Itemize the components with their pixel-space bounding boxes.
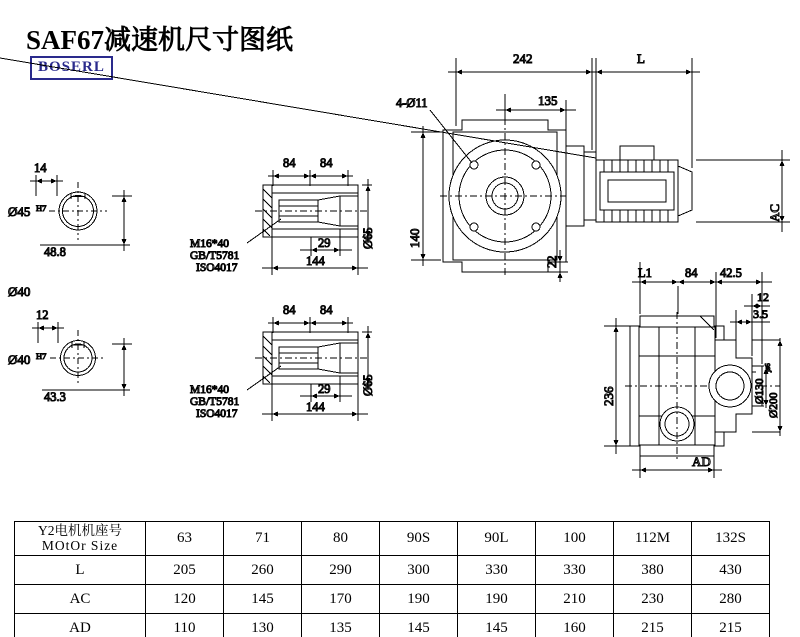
table-cell: 330 xyxy=(458,556,536,585)
standard-label-top-2: ISO4017 xyxy=(196,262,238,274)
table-cell: 110 xyxy=(146,614,224,637)
dim-label-dia130-sub: js6 xyxy=(763,363,772,372)
dim-label-shaft-dia-bottom-sup: H7 xyxy=(36,351,47,361)
table-cell: 280 xyxy=(692,585,770,614)
table-cell: 170 xyxy=(302,585,380,614)
dim-label-135: 135 xyxy=(538,93,558,108)
dim-label-84b-top: 84 xyxy=(320,156,333,170)
dim-label-12: 12 xyxy=(757,290,769,304)
table-col-header: 71 xyxy=(224,522,302,556)
dim-label-height-top: 48.8 xyxy=(44,245,66,259)
table-cell: 160 xyxy=(536,614,614,637)
thread-label-top: M16*40 xyxy=(190,238,229,250)
table-row-label: L xyxy=(15,556,146,585)
table-cell: 145 xyxy=(458,614,536,637)
table-cell: 145 xyxy=(380,614,458,637)
table-cell: 145 xyxy=(224,585,302,614)
table-row xyxy=(15,556,770,585)
dim-label-holes: 4-Ø11 xyxy=(396,96,428,110)
dim-label-140: 140 xyxy=(407,228,422,248)
dim-label-dia65-bottom: Ø65 xyxy=(361,374,375,396)
dim-label-22: 22 xyxy=(545,255,559,268)
standard-label-top-1: GB/T5781 xyxy=(190,250,240,262)
table-cell: 230 xyxy=(614,585,692,614)
table-col-header: 100 xyxy=(536,522,614,556)
dim-label-3-5: 3.5 xyxy=(753,307,768,321)
page-title: SAF67减速机尺寸图纸 xyxy=(26,25,294,55)
dim-label-dia130: Ø130 xyxy=(754,378,766,404)
table-cell: 290 xyxy=(302,556,380,585)
dim-label-AC: AC xyxy=(767,203,782,222)
dim-label-keyway-bottom: 12 xyxy=(36,308,49,322)
left-bottom-shaft-section xyxy=(32,322,132,396)
dim-label-144-bottom: 144 xyxy=(306,400,325,414)
dim-label-shaft-dia-top: Ø45 xyxy=(8,204,31,219)
dim-label-236: 236 xyxy=(601,386,616,406)
table-col-header: 90L xyxy=(458,522,536,556)
dim-label-84b-bottom: 84 xyxy=(320,303,333,317)
table-cell: 210 xyxy=(536,585,614,614)
dim-label-dia200: Ø200 xyxy=(768,392,780,418)
dim-label-84a-top: 84 xyxy=(283,156,296,170)
table-cell: 130 xyxy=(224,614,302,637)
dim-label-84-bottom-view: 84 xyxy=(685,266,698,280)
dim-label-29-bottom: 29 xyxy=(318,382,331,396)
dim-label-AD: AD xyxy=(692,454,711,469)
thread-label-bottom: M16*40 xyxy=(190,384,229,396)
table-row-label: AD xyxy=(15,614,146,637)
brand-logo: BOSERL xyxy=(30,56,113,80)
table-cell: 260 xyxy=(224,556,302,585)
table-col-header: 63 xyxy=(146,522,224,556)
dim-label-29-top: 29 xyxy=(318,236,331,250)
table-col-header: 90S xyxy=(380,522,458,556)
table-cell: 120 xyxy=(146,585,224,614)
dim-label-keyway-top: 14 xyxy=(34,161,47,175)
table-cell: 190 xyxy=(458,585,536,614)
note-dia-40: Ø40 xyxy=(8,284,31,299)
table-col-header: 80 xyxy=(302,522,380,556)
dim-label-L1: L1 xyxy=(638,266,652,280)
dim-label-dia65-top: Ø65 xyxy=(361,227,375,249)
table-cell: 215 xyxy=(614,614,692,637)
dim-label-shaft-dia-bottom: Ø40 xyxy=(8,352,31,367)
table-row-label: AC xyxy=(15,585,146,614)
table-col-header: 112M xyxy=(614,522,692,556)
standard-label-bottom-2: ISO4017 xyxy=(196,408,238,420)
left-top-shaft-section xyxy=(30,175,132,251)
table-row xyxy=(15,585,770,614)
table-cell: 330 xyxy=(536,556,614,585)
dim-label-42-5: 42.5 xyxy=(720,266,742,280)
specification-table xyxy=(14,521,770,637)
motor-size-label-en: MOtOr Size xyxy=(41,537,119,553)
dim-label-shaft-dia-top-sup: H7 xyxy=(36,203,47,213)
table-cell: 300 xyxy=(380,556,458,585)
motor-size-label-cn: Y2电机机座号 xyxy=(38,523,122,539)
table-row xyxy=(15,614,770,637)
standard-label-bottom-1: GB/T5781 xyxy=(190,396,240,408)
dim-label-L-main: L xyxy=(637,51,645,66)
dim-label-242: 242 xyxy=(513,51,533,66)
table-header-row xyxy=(15,522,770,556)
table-cell: 430 xyxy=(692,556,770,585)
table-cell: 215 xyxy=(692,614,770,637)
table-cell: 135 xyxy=(302,614,380,637)
table-col-header: 132S xyxy=(692,522,770,556)
bottom-assembly-view xyxy=(604,262,783,478)
main-assembly-view xyxy=(0,58,790,282)
table-cell: 380 xyxy=(614,556,692,585)
dim-label-144-top: 144 xyxy=(306,254,325,268)
table-header-motor-size xyxy=(15,522,146,556)
table-cell: 190 xyxy=(380,585,458,614)
dim-label-height-bottom: 43.3 xyxy=(44,390,66,404)
dim-label-84a-bottom: 84 xyxy=(283,303,296,317)
table-cell: 205 xyxy=(146,556,224,585)
